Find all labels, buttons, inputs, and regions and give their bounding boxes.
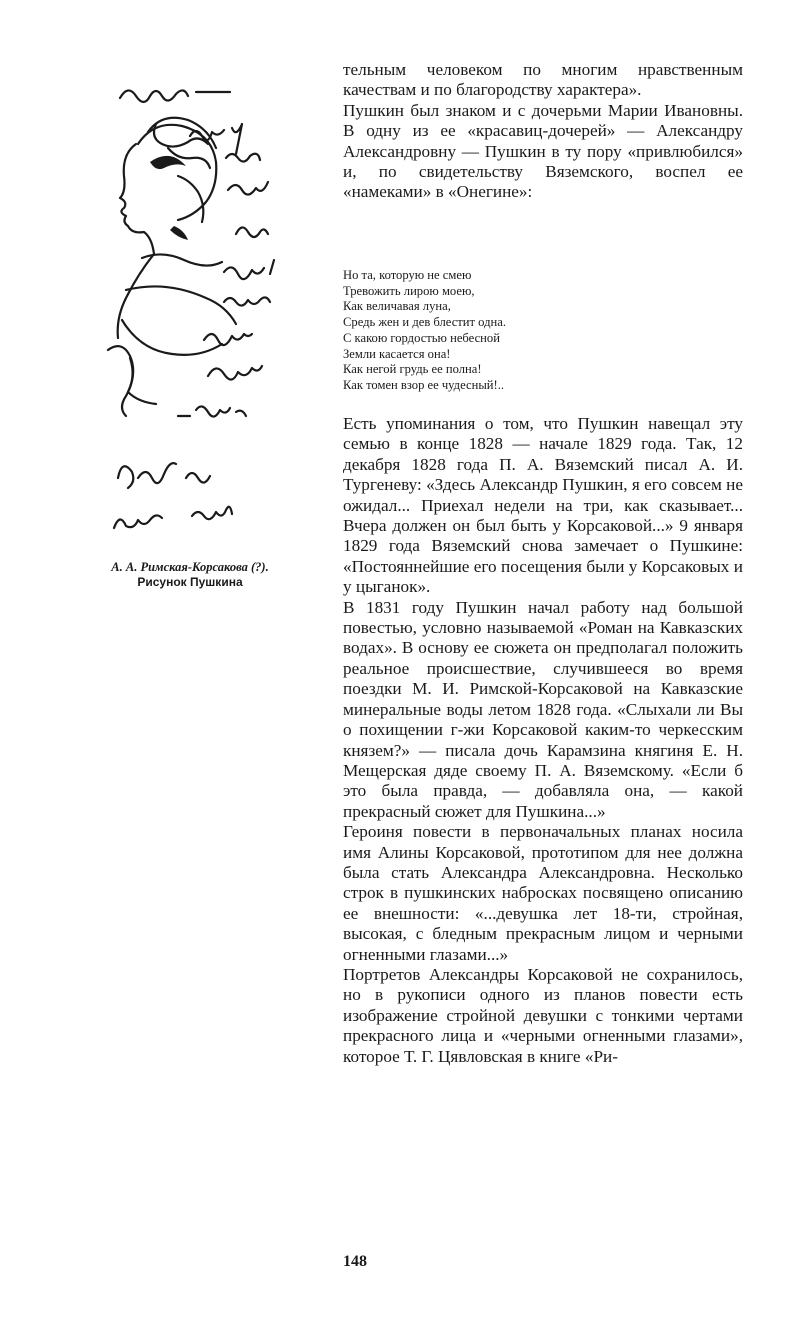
portrait-sketch: [78, 58, 296, 558]
paragraph-5: Героиня повести в первоначальных планах носила имя Алины Корсаковой, прототипом для нее должна была стать Александра Александровна. Несколько строк в пушкинских набросках посвящено описанию ее внешности: «...девушка лет 18-ти, стройная, высокая, с бледным прекрасным лицом и черными огненными глазами...»: [343, 822, 743, 964]
poem-line: Как негой грудь ее полна!: [343, 362, 482, 377]
paragraph-4: В 1831 году Пушкин начал работу над большой повестью, условно называемой «Роман на Кавказских водах». В основу ее сюжета он предполагал положить реальное происшествие, случившееся во время поездки М. И. Римской-Корсаковой на Кавказские минеральные воды летом 1828 года. «Слыхали ли Вы о похищении г-жи Корсаковой каким-то черкесским князем?» — писала дочь Карамзина княгиня Е. Н. Мещерская дяде своему П. А. Вяземскому. «Если б это была правда, — добавляла она, — какой прекрасный сюжет для Пушкина...»: [343, 597, 743, 821]
caption-subtitle: Рисунок Пушкина: [137, 575, 243, 589]
poem-line: Тревожить лирою моею,: [343, 283, 475, 298]
paragraph-2: Пушкин был знаком и с дочерьми Марии Ивановны. В одну из ее «красавиц-дочерей» — Александру Александровну — Пушкин в ту пору «привлюбился» и, по свидетельству Вяземского, воспел ее «намеками» в «Онегине»:: [343, 100, 743, 202]
poem-line: Средь жен и дев блестит одна.: [343, 315, 506, 330]
text-block-top: [343, 60, 743, 203]
paragraph-6: Портретов Александры Корсаковой не сохранилось, но в рукописи одного из планов повести есть изображение стройной девушки с тонкими чертами прекрасного лица и «черными огненными глазами», которое Т. Г. Цявловская в книге «Ри-: [343, 964, 743, 1066]
poem-line: Но та, которую не смею: [343, 268, 472, 282]
poem-line: Как величавая луна,: [343, 299, 451, 314]
caption-title: А. А. Римская-Корсакова (?).: [111, 560, 269, 574]
page-number: 148: [343, 1253, 367, 1270]
poem-line: С какою гордостью небесной: [343, 330, 500, 345]
paragraph-1: тельным человеком по многим нравственным качествам и по благородству характера».: [343, 60, 743, 100]
poem-line: Как томен взор ее чудесный!..: [343, 377, 505, 392]
text-block-main: [343, 414, 743, 1067]
poem-line: Земли касается она!: [343, 346, 451, 361]
poem-quote: [343, 268, 743, 394]
pushkin-drawing-figure: [78, 58, 296, 558]
figure-caption: [70, 560, 310, 590]
paragraph-3: Есть упоминания о том, что Пушкин навещал эту семью в конце 1828 — начале 1829 года. Так, 12 декабря 1828 года П. А. Вяземский писал А. И. Тургеневу: «Здесь Александр Пушкин, я его совсем не ожидал... Приехал недели на три, как сказывает... Вчера должен он был быть у Корсаковой...» 9 января 1829 года Вяземский снова замечает о Пушкине: «Постояннейшие его посещения были у Корсаковых и у цыганок».: [343, 414, 743, 597]
